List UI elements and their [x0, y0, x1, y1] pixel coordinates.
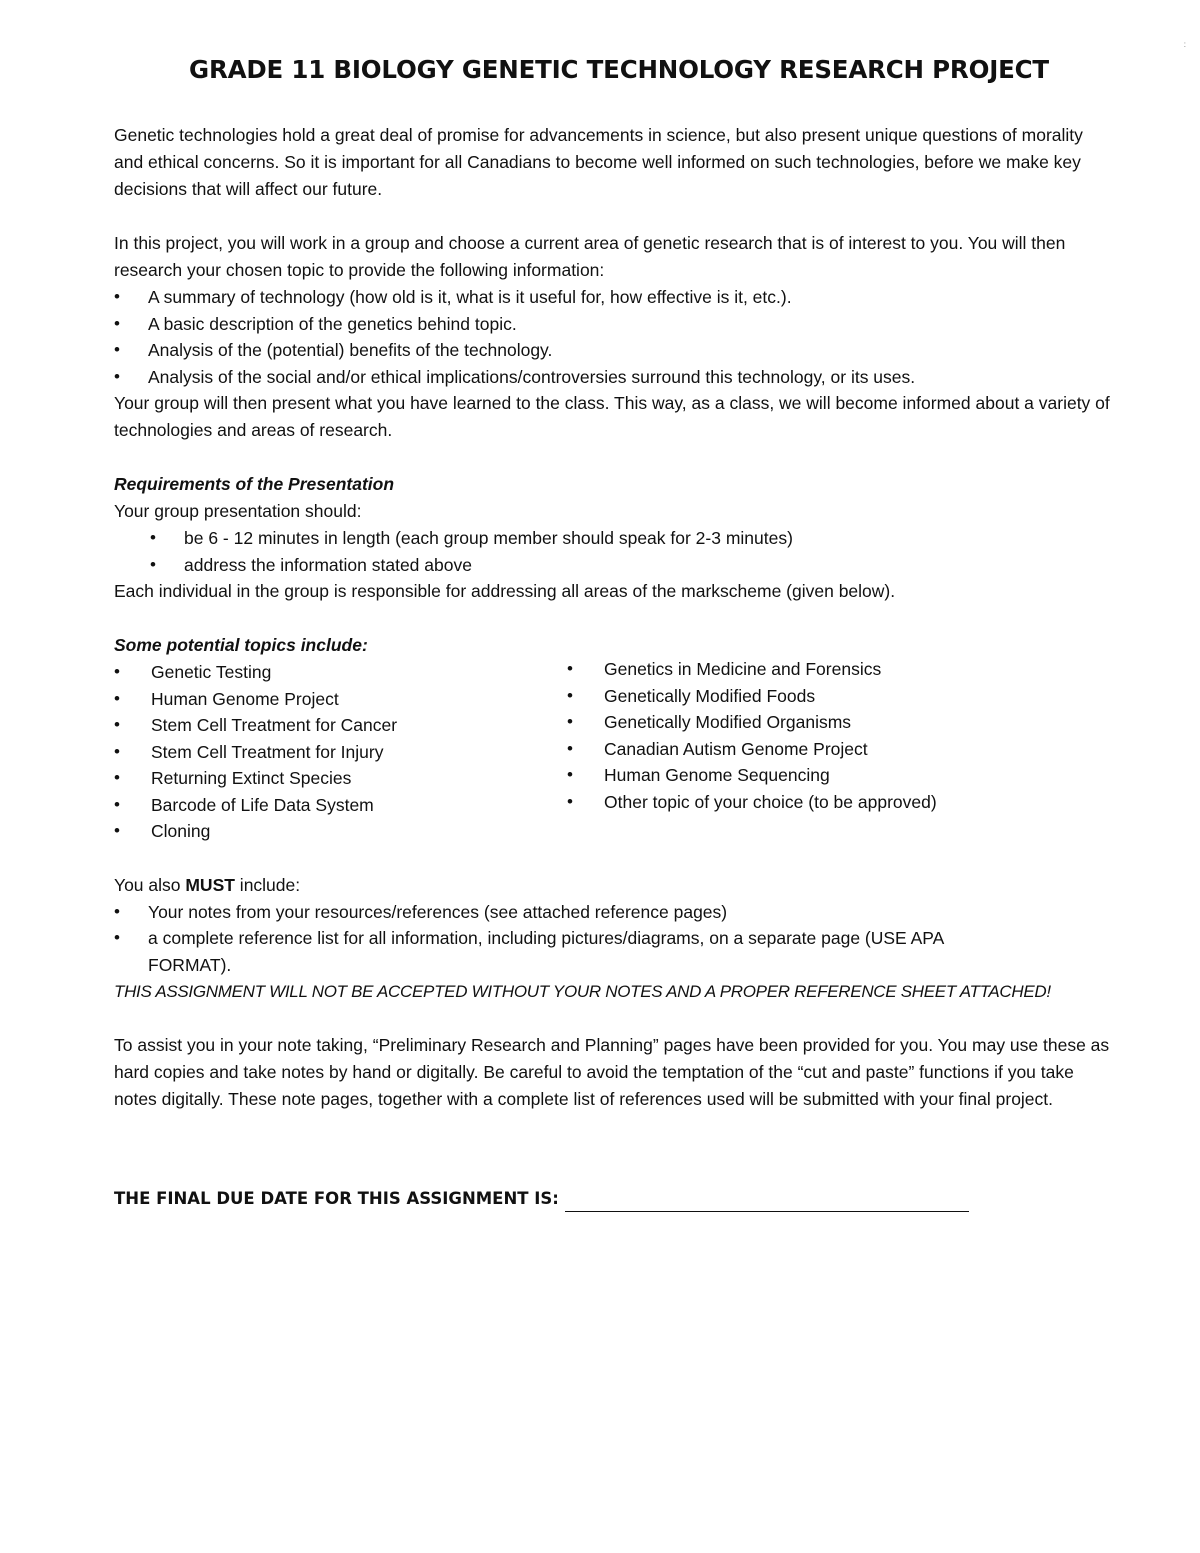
- assist-paragraph: To assist you in your note taking, “Preliminary Research and Planning” pages have been provided for you. You may use these as hard copies and take notes by hand or digitally. Be careful to avoid the temptation of the “cut and paste” functions if you take notes digitally. These note pages, together with a complete list of references used will be submitted with your final project.: [114, 1035, 1110, 1109]
- spacer: [114, 845, 1114, 872]
- list-item: • Stem Cell Treatment for Cancer: [114, 712, 567, 739]
- requirements-lead: Your group presentation should:: [114, 501, 362, 521]
- due-date-row: [114, 1185, 1114, 1212]
- list-item: • address the information stated above: [114, 552, 1114, 579]
- must-lead: [114, 872, 1114, 899]
- list-item: • a complete reference list for all information, including pictures/diagrams, on a separate page (USE APA FORMAT).: [114, 925, 1018, 978]
- due-date-blank: [565, 1193, 969, 1212]
- list-item: • Stem Cell Treatment for Injury: [114, 739, 567, 766]
- must-lead-bold: MUST: [185, 874, 235, 895]
- must-lead-prefix: You also: [114, 874, 186, 895]
- spacer: [114, 203, 1114, 230]
- list-item: • Human Genome Sequencing: [567, 762, 1020, 789]
- warning-text: THIS ASSIGNMENT WILL NOT BE ACCEPTED WITHOUT YOUR NOTES AND A PROPER REFERENCE SHEET ATTACHED!: [114, 982, 1051, 1001]
- list-item: • be 6 - 12 minutes in length (each group member should speak for 2-3 minutes): [114, 525, 1114, 552]
- must-lead-suffix: include:: [234, 874, 301, 895]
- list-item: • Genetic Testing: [114, 659, 567, 686]
- list-item: • Returning Extinct Species: [114, 765, 567, 792]
- topics-heading: Some potential topics include:: [114, 635, 368, 655]
- scan-mark: :: [1183, 40, 1186, 49]
- present-paragraph: Your group will then present what you have learned to the class. This way, as a class, we will become informed about a variety of technologies and areas of research.: [114, 393, 1110, 440]
- list-item: • Genetics in Medicine and Forensics: [567, 656, 1020, 683]
- page-title: GRADE 11 BIOLOGY GENETIC TECHNOLOGY RESEARCH PROJECT: [189, 55, 1049, 84]
- list-item: • Barcode of Life Data System: [114, 792, 567, 819]
- topics-left-column: [114, 659, 567, 845]
- spacer: [114, 605, 1114, 632]
- list-item: • Analysis of the (potential) benefits of the technology.: [114, 337, 1114, 364]
- must-list: [114, 899, 1114, 979]
- topics-columns: [114, 659, 1114, 845]
- spacer: [114, 444, 1114, 471]
- list-item: • Your notes from your resources/references (see attached reference pages): [114, 899, 1114, 926]
- requirements-list: [114, 525, 1114, 578]
- requirements-footer: Each individual in the group is responsible for addressing all areas of the markscheme (given below).: [114, 581, 896, 601]
- list-item: • Genetically Modified Foods: [567, 683, 1020, 710]
- list-item: • Analysis of the social and/or ethical implications/controversies surround this technology, or its uses.: [114, 364, 1114, 391]
- list-item: • A summary of technology (how old is it, what is it useful for, how effective is it, etc.).: [114, 284, 1114, 311]
- due-date-label: THE FINAL DUE DATE FOR THIS ASSIGNMENT IS:: [114, 1189, 559, 1208]
- document-page: [114, 55, 1114, 1212]
- requirements-heading: Requirements of the Presentation: [114, 474, 395, 494]
- list-item: • A basic description of the genetics behind topic.: [114, 311, 1114, 338]
- intro-paragraph: Genetic technologies hold a great deal of promise for advancements in science, but also present unique questions of morality and ethical concerns. So it is important for all Canadians to become well informed on such technologies, before we make key decisions that will affect our future.: [114, 125, 1083, 199]
- list-item: • Cloning: [114, 818, 567, 845]
- project-intro-paragraph: In this project, you will work in a group and choose a current area of genetic research that is of interest to you. You will then research your chosen topic to provide the following information:: [114, 233, 1066, 280]
- list-item: • Human Genome Project: [114, 686, 567, 713]
- topics-right-column: [567, 656, 1020, 845]
- list-item: • Canadian Autism Genome Project: [567, 736, 1020, 763]
- list-item: • Other topic of your choice (to be approved): [567, 789, 1020, 816]
- info-list: [114, 284, 1114, 390]
- list-item: • Genetically Modified Organisms: [567, 709, 1020, 736]
- spacer: [114, 1005, 1114, 1032]
